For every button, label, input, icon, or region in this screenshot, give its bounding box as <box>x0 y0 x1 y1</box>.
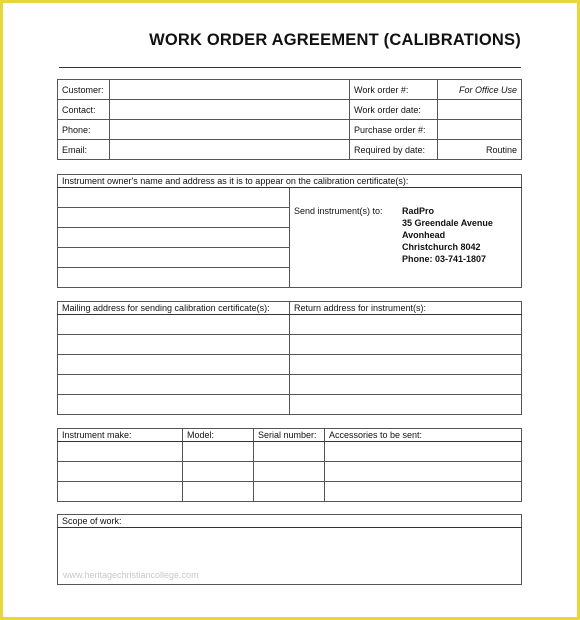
serial-number-field[interactable] <box>254 482 325 502</box>
phone-field[interactable] <box>110 120 350 140</box>
owner-line-5[interactable] <box>58 268 290 288</box>
return-line[interactable] <box>290 355 522 375</box>
address-line: Phone: 03-741-1807 <box>402 254 487 264</box>
accessories-field[interactable] <box>325 462 522 482</box>
mailing-line[interactable] <box>58 375 290 395</box>
required-by-label: Required by date: <box>350 140 438 160</box>
mailing-line[interactable] <box>58 355 290 375</box>
radpro-address <box>392 188 493 287</box>
instrument-make-heading: Instrument make: <box>58 429 183 442</box>
instrument-make-field[interactable] <box>58 442 183 462</box>
purchase-order-label: Purchase order #: <box>350 120 438 140</box>
scope-heading: Scope of work: <box>58 515 522 528</box>
phone-label: Phone: <box>58 120 110 140</box>
address-line: Avonhead <box>402 230 446 240</box>
instrument-make-field[interactable] <box>58 482 183 502</box>
return-line[interactable] <box>290 315 522 335</box>
model-heading: Model: <box>183 429 254 442</box>
serial-number-field[interactable] <box>254 442 325 462</box>
accessories-field[interactable] <box>325 482 522 502</box>
instrument-table <box>57 428 522 502</box>
serial-number-field[interactable] <box>254 462 325 482</box>
owner-line-2[interactable] <box>58 208 290 228</box>
email-field[interactable] <box>110 140 350 160</box>
accessories-field[interactable] <box>325 442 522 462</box>
work-order-label: Work order #: <box>350 80 438 100</box>
instrument-make-field[interactable] <box>58 462 183 482</box>
send-to-label: Send instrument(s) to: <box>294 206 383 216</box>
owner-heading: Instrument owner's name and address as it is to appear on the calibration certificate(s): <box>58 175 522 188</box>
owner-line-1[interactable] <box>58 188 290 208</box>
mailing-heading: Mailing address for sending calibration certificate(s): <box>58 302 290 315</box>
customer-field[interactable] <box>110 80 350 100</box>
work-order-date-field[interactable] <box>438 100 522 120</box>
mailing-return-table <box>57 301 522 415</box>
watermark-text: www.heritagechristiancollege.com <box>63 570 199 580</box>
address-line: RadPro <box>402 206 435 216</box>
page-title: WORK ORDER AGREEMENT (CALIBRATIONS) <box>149 31 521 49</box>
email-label: Email: <box>58 140 110 160</box>
customer-label: Customer: <box>58 80 110 100</box>
mailing-line[interactable] <box>58 315 290 335</box>
return-line[interactable] <box>290 335 522 355</box>
mailing-line[interactable] <box>58 395 290 415</box>
mailing-line[interactable] <box>58 335 290 355</box>
office-use-note: For Office Use <box>438 80 522 100</box>
routine-value: Routine <box>438 140 522 160</box>
title-divider <box>59 67 521 68</box>
form-page <box>3 3 577 617</box>
owner-line-4[interactable] <box>58 248 290 268</box>
accessories-heading: Accessories to be sent: <box>325 429 522 442</box>
contact-field[interactable] <box>110 100 350 120</box>
work-order-date-label: Work order date: <box>350 100 438 120</box>
serial-number-heading: Serial number: <box>254 429 325 442</box>
owner-address-table <box>57 174 522 288</box>
address-line: Christchurch 8042 <box>402 242 481 252</box>
purchase-order-field[interactable] <box>438 120 522 140</box>
address-line: 35 Greendale Avenue <box>402 218 493 228</box>
return-line[interactable] <box>290 375 522 395</box>
model-field[interactable] <box>183 482 254 502</box>
model-field[interactable] <box>183 442 254 462</box>
owner-line-3[interactable] <box>58 228 290 248</box>
model-field[interactable] <box>183 462 254 482</box>
return-line[interactable] <box>290 395 522 415</box>
customer-details-table <box>57 79 522 160</box>
return-heading: Return address for instrument(s): <box>290 302 522 315</box>
contact-label: Contact: <box>58 100 110 120</box>
